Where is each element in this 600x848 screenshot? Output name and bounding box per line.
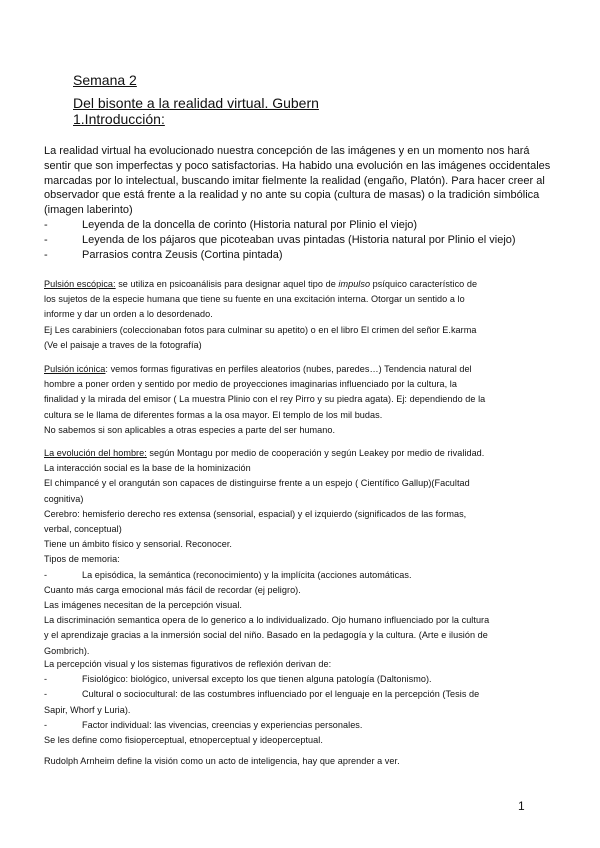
text-line: hombre a poner orden y sentido por medio de proyecciones imaginarias influenciado por la cultura, la [44,379,457,390]
list-item: - Parrasios contra Zeusis (Cortina pintada) [44,248,283,261]
list-item: - Cultural o sociocultural: de las costumbres influenciado por el lenguaje en la percepción (Tesis de [44,689,480,700]
text-line: Sapir, Whorf y Luria). [44,704,131,715]
list-item: - Leyenda de la doncella de corinto (Historia natural por Plinio el viejo) [44,218,418,231]
text-line: informe y dar un orden a lo desordenado. [44,309,213,320]
section-heading: 1.Introducción: [73,111,165,127]
text-line: La realidad virtual ha evolucionado nuestra concepción de las imágenes y en un momento nos hará [44,145,530,157]
text-line: Rudolph Arnheim define la visión como un acto de inteligencia, hay que aprender a ver. [44,756,400,766]
intro-paragraph [44,144,564,262]
page-number: 1 [518,799,525,813]
text-line: Se les define como fisioperceptual, etnoperceptual y ideoperceptual. [44,735,323,746]
text-line: los sujetos de la especie humana que tiene su fuente en una excitación interna. Otorgar un sentido a lo [44,294,465,305]
text-line: La interacción social es la base de la hominización [44,463,251,474]
week-heading: Semana 2 [73,72,137,88]
text-line: Tipos de memoria: [44,554,120,565]
text-line: La discriminación semantica opera de lo generico a lo individualizado. Ojo humano influenciado por la cultura [44,615,490,626]
text-line: Tiene un ámbito físico y sensorial. Reconocer. [44,539,232,550]
text-line: Las imágenes necesitan de la percepción visual. [44,600,242,611]
text-line: (Ve el paisaje a traves de la fotografía) [44,339,202,350]
list-item: - Leyenda de los pájaros que picoteaban uvas pintadas (Historia natural por Plinio el viejo) [44,233,516,246]
text-line: Pulsión icónica: vemos formas figurativas en perfiles aleatorios (nubes, paredes…) Tendencia natural del [44,364,472,374]
text-line: sentir que son imperfectas y poco satisfactorias. Ha habido una evolución en las imágenes occidentales [44,159,551,172]
text-line: Cuanto más carga emocional más fácil de recordar (ej peligro). [44,584,301,595]
text-line: La evolución del hombre: según Montagu por medio de cooperación y según Leakey por medio de rivalidad. [44,448,485,458]
text-line: Cerebro: hemisferio derecho res extensa (sensorial, espacial) y el izquierdo (significados de las formas, [44,508,467,519]
list-item: - Factor individual: las vivencias, creencias y experiencias personales. [44,719,363,730]
escopica-paragraph [44,277,564,353]
percepcion-paragraph [44,657,564,748]
list-item: - Fisiológico: biológico, universal excepto los que tienen alguna patología (Daltonismo). [44,674,432,685]
iconica-term: Pulsión icónica [44,364,106,374]
list-item: - La episódica, la semántica (reconocimiento) y la implícita (acciones automáticas. [44,569,412,580]
evolucion-term: La evolución del hombre: [44,448,147,458]
text-line: La percepción visual y los sistemas figurativos de reflexión derivan de: [44,659,332,669]
text-line: cultura se le llama de diferentes formas a la osa mayor. El templo de los mil budas. [44,409,383,420]
evolucion-paragraph [44,446,564,659]
text-line: Pulsión escópica: se utiliza en psicoanálisis para designar aquel tipo de impulso psíquico característico de [44,279,478,289]
text-line: (imagen laberinto) [44,204,133,217]
text-line: Gombrich). [44,645,90,656]
chapter-title: Del bisonte a la realidad virtual. Gubern [73,95,319,111]
iconica-paragraph [44,362,564,438]
text-line: y el aprendizaje gracias a la inmersión social del niño. Basado en la pedagogía y la cultura. (Arte e ilusión de [44,630,488,641]
text-line: Ej Les carabiniers (coleccionaban fotos para culminar su apetito) o en el libro El crimen del señor E.karma [44,324,477,335]
text-line: marcadas por lo intelectual, buscando imitar fielmente la realidad (engaño, Platón). Para hacer creer al [44,174,545,187]
text-line: cognitiva) [44,493,84,504]
text-line: verbal, conceptual) [44,524,122,535]
text-line: No sabemos si son aplicables a otras especies a parte del ser humano. [44,424,336,435]
arnheim-paragraph [44,754,564,769]
text-line: observador que está frente a la realidad y no ante su copia (cultura de masas) o la tradición simbólica [44,189,540,202]
escopica-term: Pulsión escópica: [44,279,116,289]
text-line: finalidad y la mirada del emisor ( La muestra Plinio con el rey Pirro y su piedra agata). Ej: dependiendo de la [44,394,486,405]
text-line: El chimpancé y el orangután son capaces de distinguirse frente a un espejo ( Científico Gallup)(Facultad [44,478,470,489]
